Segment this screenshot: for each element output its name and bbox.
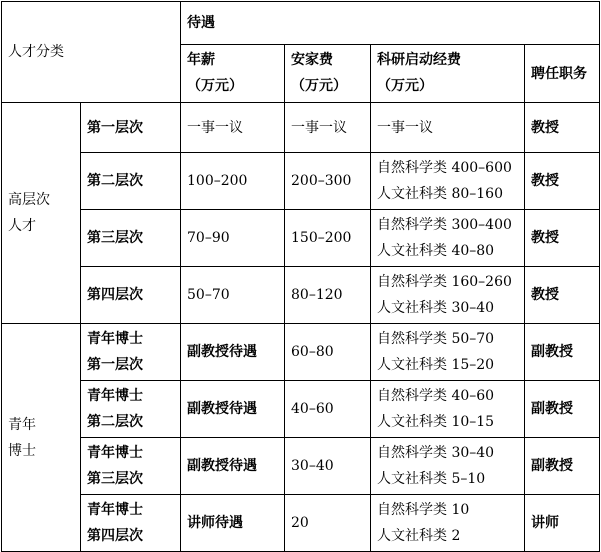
table-row [2, 381, 600, 438]
level-cell: 第二层次 [81, 153, 181, 210]
level-cell: 青年博士 第一层次 [81, 324, 181, 381]
housing-cell: 20 [285, 495, 371, 552]
salary-cell: 副教授待遇 [181, 324, 285, 381]
level-cell: 青年博士 第三层次 [81, 438, 181, 495]
position-cell: 教授 [525, 267, 600, 324]
position-cell: 副教授 [525, 381, 600, 438]
salary-cell: 副教授待遇 [181, 438, 285, 495]
salary-cell: 100–200 [181, 153, 285, 210]
housing-cell: 30–40 [285, 438, 371, 495]
research-cell: 自然科学类 10 人文社科类 2 [371, 495, 525, 552]
salary-cell: 一事一议 [181, 103, 285, 153]
research-cell: 自然科学类 400–600 人文社科类 80–160 [371, 153, 525, 210]
research-cell: 一事一议 [371, 103, 525, 153]
table-row [2, 153, 600, 210]
salary-cell: 副教授待遇 [181, 381, 285, 438]
level-cell: 青年博士 第四层次 [81, 495, 181, 552]
table-row [2, 495, 600, 552]
table-row [2, 103, 600, 153]
research-cell: 自然科学类 30–40 人文社科类 5–10 [371, 438, 525, 495]
salary-cell: 50–70 [181, 267, 285, 324]
position-cell: 教授 [525, 153, 600, 210]
level-cell: 第四层次 [81, 267, 181, 324]
salary-cell: 讲师待遇 [181, 495, 285, 552]
header-research: 科研启动经费 （万元） [371, 45, 525, 103]
header-position: 聘任职务 [525, 45, 600, 103]
position-cell: 教授 [525, 103, 600, 153]
level-cell: 第一层次 [81, 103, 181, 153]
housing-cell: 80–120 [285, 267, 371, 324]
table-row [2, 267, 600, 324]
header-housing: 安家费 （万元） [285, 45, 371, 103]
group-label-young-phd: 青年 博士 [2, 324, 81, 552]
housing-cell: 200–300 [285, 153, 371, 210]
talent-benefits-table [1, 1, 600, 552]
table-row [2, 324, 600, 381]
table-row [2, 210, 600, 267]
research-cell: 自然科学类 40–60 人文社科类 10–15 [371, 381, 525, 438]
housing-cell: 60–80 [285, 324, 371, 381]
header-category: 人才分类 [2, 2, 181, 103]
position-cell: 副教授 [525, 324, 600, 381]
level-cell: 青年博士 第二层次 [81, 381, 181, 438]
table-row [2, 438, 600, 495]
position-cell: 讲师 [525, 495, 600, 552]
housing-cell: 40–60 [285, 381, 371, 438]
salary-cell: 70–90 [181, 210, 285, 267]
level-cell: 第三层次 [81, 210, 181, 267]
header-benefits: 待遇 [181, 2, 600, 45]
position-cell: 副教授 [525, 438, 600, 495]
research-cell: 自然科学类 50–70 人文社科类 15–20 [371, 324, 525, 381]
position-cell: 教授 [525, 210, 600, 267]
research-cell: 自然科学类 300–400 人文社科类 40–80 [371, 210, 525, 267]
group-label-high-level: 高层次 人才 [2, 103, 81, 324]
housing-cell: 一事一议 [285, 103, 371, 153]
housing-cell: 150–200 [285, 210, 371, 267]
research-cell: 自然科学类 160–260 人文社科类 30–40 [371, 267, 525, 324]
header-salary: 年薪 （万元） [181, 45, 285, 103]
